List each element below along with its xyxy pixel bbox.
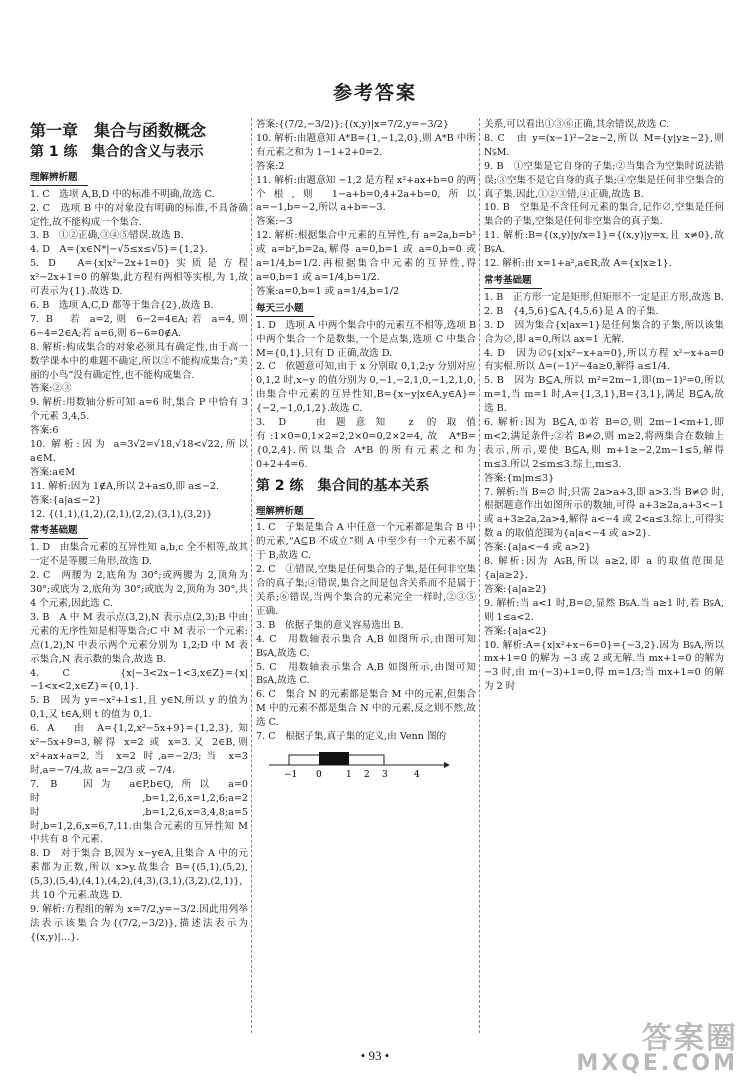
- answer-item: 5. C 用数轴表示集合 A,B 如图所示,由图可知 B⫋A,故选 C.: [256, 661, 476, 687]
- answer-item: 3. D 由题意知 z 的取值有:1×0=0,1×2=2,2×0=0,2×2=4,故 A*B={0,2,4}.所以集合 A*B 的所有元素之和为 0+2+4=6.: [256, 417, 476, 470]
- answer-item: 2. C 两腰为 2,底角为 30°;或两腰为 2,顶角为 30°;或底为 2,底角为 30°;或底为 2,顶角为 30°,共 4 个元素,因此选 C.: [30, 570, 248, 609]
- answer-item: 3. B ①②正确,③④⑤错误.故选 B.: [30, 230, 184, 242]
- answer-item: 6. C 集合 N 的元素都是集合 M 中的元素,但集合 M 中的元素不都是集合 N 中的元素,反之则不然,故选 C.: [256, 689, 476, 729]
- answer-item: 1. D 由集合元素的互异性知 a,b,c 全不相等,故其一定不是等腰三角形,故选 D.: [30, 542, 248, 568]
- answer-list: [484, 291, 724, 694]
- answer-list: [256, 521, 476, 744]
- answer-item: 1. C 子集是集合 A 中任意一个元素都是集合 B 中的元素,“A⊆B 不成立”则 A 中至少有一个元素不属于 B,故选 C.: [256, 522, 476, 562]
- answer-column-1: [30, 118, 248, 1048]
- answer-item: 10. 解析:因为 a=3√2=√18,√18<√22,所以 a∈M.: [30, 439, 248, 464]
- answer-item: 4. D 因为∅⫋{x|x²−x+a=0},所以方程 x²−x+a=0 有实根.所以 Δ=(−1)²−4a≥0,解得 a≤1/4.: [484, 347, 724, 373]
- watermark-logo: [576, 1013, 738, 1076]
- answer-item: 12. 解析:由 x=1+a²,a∈R,故 A={x|x≥1}.: [484, 258, 672, 270]
- answer-item: 11. 解析:B={(x,y)|y/x=1}={(x,y)|y=x,且 x≠0},故 B⫋A.: [484, 230, 724, 256]
- answer-item: 1. C 选项 A,B,D 中的标准不明确,故选 C.: [30, 188, 215, 200]
- answer-item: 10. 解析:A={x|x²+x−6=0}={−3,2}.因为 B⫋A,所以 mx+1=0 的解为 −3 或 2 或无解.当 mx+1=0 的解为 −3 时,由 m·(−3)+1=0,得 m=1/3;当 mx+1=0 的解为 2 时: [484, 639, 724, 693]
- answer-item: 答案:{m|m≤3}: [484, 472, 555, 484]
- answer-item: 答案:{a|a<−4 或 a>2}: [484, 542, 592, 554]
- answer-item: 3. B 依据子集的意义容易选出 B.: [256, 619, 404, 631]
- number-line-diagram: [264, 747, 454, 781]
- answer-item: 8. 解析:构成集合的对象必须具有确定性,由于高一数学课本中的难题不确定,所以②不能构成集合;“美丽的小鸟”没有确定性,也不能构成集合.: [30, 341, 248, 381]
- answer-item: 9. B ①空集是它自身的子集;②当集合为空集时说法错误;③空集不是它自身的真子集;④空集是任何非空集合的真子集.因此,①②③错,④正确,故选 B.: [484, 160, 724, 200]
- answer-item: 6. B 选项 A,C,D 都等于集合{2},故选 B.: [30, 299, 214, 311]
- answer-item: 5. B 因为 y=−x²+1≤1,且 y∈N,所以 y 的值为 0,1,又 t∈A,则 t 的值为 0,1.: [30, 695, 248, 721]
- lesson-heading: 第 2 练 集合间的基本关系: [256, 477, 430, 494]
- answer-item: 答案:−3: [256, 216, 293, 228]
- answer-item: 答案:{a|a<2}: [484, 625, 548, 637]
- answer-item: 10. 解析:由题意知 A*B={1,−1,2,0},则 A*B 中所有元素之和为 1−1+2+0=2.: [256, 132, 476, 158]
- watermark-url: MXQE.COM: [576, 1051, 738, 1076]
- answer-item: 答案:2: [256, 160, 285, 172]
- answer-item: 关系,可以看出①③⑥正确,其余错误,故选 C.: [484, 119, 670, 130]
- answer-item: 8. D 对于集合 B,因为 x−y∈A,且集合 A 中的元素都为正数,所以 x>y.故集合 B={(5,1),(5,2),(5,3),(5,4),(4,1),(4,2),(4,3),(3,1),(3,2),(2,1)},共 10 个元素.故选 D.: [30, 848, 248, 902]
- section-heading: 常考基础题: [30, 524, 88, 539]
- answer-item: 1. B 正方形一定是矩形,但矩形不一定是正方形,故选 B.: [484, 291, 724, 303]
- answer-item: 12. {(1,1),(1,2),(2,1),(2,2),(3,1),(3,2)}: [30, 508, 213, 520]
- watermark-text: 答案圈: [642, 1021, 738, 1056]
- answer-item: 9. 解析:方程组的解为 x=7/2,y=−3/2.因此用列举法表示该集合为{(7/2,−3/2)},描述法表示为{(x,y)|…}.: [30, 903, 248, 943]
- answer-item: 4. C {x|−3<2x−1<3,x∈Z}={x|−1<x<2,x∈Z}={0,1}.: [30, 667, 248, 693]
- answer-item: 2. C ①错误,空集是任何集合的子集,是任何非空集合的真子集;④错误,集合之间是包含关系而不是属于关系;⑥错误,当两个集合的元素完全一样时,②③⑤正确.: [256, 564, 476, 617]
- answer-list: [484, 118, 724, 271]
- answer-item: 6. 解析:因为 B⊆A,①若 B=∅,则 2m−1<m+1,即 m<2,满足条件;②若 B≠∅,则 m≥2,将两集合在数轴上表示,所示,要使 B⊆A,则 m+1≥−2,2m−1≤5,解得 m≤3.所以 2≤m≤3.综上,m≤3.: [484, 417, 724, 470]
- answer-item: 7. B 因为 a∈P,b∈Q,所以 a=0 时,b=1,2,6,x=1,2,6;a=2 时,b=1,2,6,x=3,4,8;a=5 时,b=1,2,6,x=6,7,11.由集合元素的互异性知 M 中共有 8 个元素.: [30, 778, 248, 846]
- answer-item: 8. C 由 y=(x−1)²−2≥−2,所以 M={y|y≥−2},则 N⫋M.: [484, 132, 724, 158]
- answer-item: 11. 解析:因为 1∉A,所以 2+a≤0,即 a≤−2.: [30, 480, 220, 492]
- answer-item: 答案:{a|a≥2}: [484, 583, 548, 595]
- section-heading: 每天三小题: [256, 302, 314, 317]
- section-heading: 理解辨析题: [30, 171, 88, 186]
- answer-item: 7. 解析:当 B=∅ 时,只需 2a>a+3,即 a>3.当 B≠∅ 时,根据题意作出如图所示的数轴,可得 a+3≥2a,a+3<−1 或 a+3≥2a,2a>4,解得 a<−4 或 2<a≤3.综上,可得实数 a 的取值范围为{a|a<−4 或 a>2}.: [484, 486, 724, 540]
- answer-item: 4. C 用数轴表示集合 A,B 如图所示,由图可知 B⫋A,故选 C.: [256, 633, 476, 659]
- tick-label: 3: [382, 769, 388, 780]
- answer-item: 答案:{a|a≤−2}: [30, 494, 102, 506]
- page-number: • 93 •: [360, 1048, 390, 1063]
- answer-item: 答案:②③: [30, 383, 72, 395]
- answer-item: 1. D 选项 A 中两个集合中的元素互不相等,选项 B 中两个集合一个是数集,一个是点集,选项 C 中集合 M={0,1},只有 D 正确,故选 D.: [256, 319, 476, 359]
- answer-item: 答案:a=0,b=1 或 a=1/4,b=1/2: [256, 285, 400, 297]
- answer-item: 答案:a∈M: [30, 466, 76, 478]
- answer-item: 7. B 若 a=2,则 6−2=4∈A;若 a=4,则 6−4=2∈A;若 a=6,则 6−6=0∉A.: [30, 313, 248, 339]
- answer-item: 5. B 因为 B⊆A,所以 m²=2m−1,即(m−1)²=0,所以 m=1,当 m=1 时,A={1,3,1},B={3,1},满足 B⊆A,故选 B.: [484, 375, 724, 415]
- column-divider: [251, 118, 252, 1033]
- tick-label: 0: [316, 769, 322, 780]
- answer-item: 6. A 由 A={1,2,x²−5x+9}={1,2,3},知 x²−5x+9=3,解得 x=2 或 x=3.又 2∈B,则 x²+ax+a=2,当 x=2 时,a=−2/3;当 x=3 时,a=−7/4,故 a=−2/3 或 −7/4.: [30, 723, 248, 776]
- section-heading: 理解辨析题: [256, 505, 314, 520]
- answer-item: 10. B 空集是不含任何元素的集合,记作∅,空集是任何集合的子集,空集是任何非空集合的真子集.: [484, 202, 724, 228]
- answer-column-3: [484, 118, 724, 1048]
- tick-label: −1: [284, 769, 298, 780]
- section-heading: 常考基础题: [484, 274, 542, 289]
- answer-item: 12. 解析:根据集合中元素的互异性,有 a=2a,b=b² 或 a=b²,b=2a,解得 a=0,b=1 或 a=0,b=0 或 a=1/4,b=1/2.再根据集合中元素的互异性,得 a=0,b=1 或 a=1/4,b=1/2.: [256, 230, 476, 283]
- column-divider: [479, 118, 480, 1033]
- answer-item: 4. D A={x∈N*|−√5≤x≤√5}={1,2}.: [30, 244, 209, 256]
- number-line-figure: [264, 747, 476, 786]
- answer-item: 9. 解析:用数轴分析可知 a=6 时,集合 P 中恰有 3 个元素 3,4,5.: [30, 397, 248, 423]
- answer-item: 2. C 选项 B 中的对象没有明确的标准,不具备确定性,故不能构成一个集合.: [30, 202, 248, 228]
- answer-item: 5. D A={x|x²−2x+1=0}实质是方程 x²−2x+1=0 的解集,此方程有两相等实根,为 1,故可表示为{1}.故选 D.: [30, 258, 248, 298]
- answer-item: 答案:{(7/2,−3/2)};{(x,y)|x=7/2,y=−3/2}: [256, 119, 449, 130]
- page-title: 参考答案: [332, 82, 417, 104]
- lesson-heading: 第 1 练 集合的含义与表示: [30, 143, 204, 160]
- answer-item: 11. 解析:由题意知 −1,2 是方程 x²+ax+b=0 的两个根,则 1−a+b=0,4+2a+b=0,所以 a=−1,b=−2,所以 a+b=−3.: [256, 174, 476, 214]
- tick-label: 4: [414, 769, 420, 780]
- answer-item: 2. C 依题意可知,由于 x 分别取 0,1,2;y 分别对应 0,1,2 时,x−y 的值分别为 0,−1,−2,1,0,−1,2,1,0,由集合中元素的互异性知,B={x−y|x∈A,y∈A}={−2,−1,0,1,2}.故选 C.: [256, 361, 476, 415]
- answer-list: [256, 118, 476, 299]
- answer-item: 8. 解析:因为 A⫋B,所以 a≥2,即 a 的取值范围是{a|a≥2}.: [484, 556, 724, 581]
- answer-item: 7. C 根据子集,真子集的定义,由 Venn 图的: [256, 731, 447, 743]
- tick-label: 2: [364, 769, 370, 780]
- chapter-heading: 第一章 集合与函数概念: [30, 121, 207, 140]
- answer-list: [30, 541, 248, 944]
- answer-list: [30, 188, 248, 522]
- answer-list: [256, 319, 476, 472]
- answer-item: 3. B A 中 M 表示点(3,2),N 表示点(2,3);B 中由元素的无序性知是相等集合;C 中 M 表示一个元素:点(1,2),N 中表示两个元素分别为 1,2;D 中 M 表示集合,N 表示数的集合,故选 B.: [30, 611, 248, 665]
- answer-item: 9. 解析:当 a<1 时,B=∅,显然 B⫋A.当 a≥1 时,若 B⫋A,则 1≤a<2.: [484, 597, 724, 623]
- answer-item: 3. D 因为集合{x|ax=1}是任何集合的子集,所以该集合为∅,即 a=0,所以 ax=1 无解.: [484, 319, 724, 345]
- answer-item: 2. B {4,5,6}⊆A,{4,5,6}是 A 的子集.: [484, 305, 659, 317]
- answer-column-2: [256, 118, 476, 1048]
- tick-label: 1: [346, 769, 352, 780]
- answer-item: 答案:6: [30, 425, 59, 437]
